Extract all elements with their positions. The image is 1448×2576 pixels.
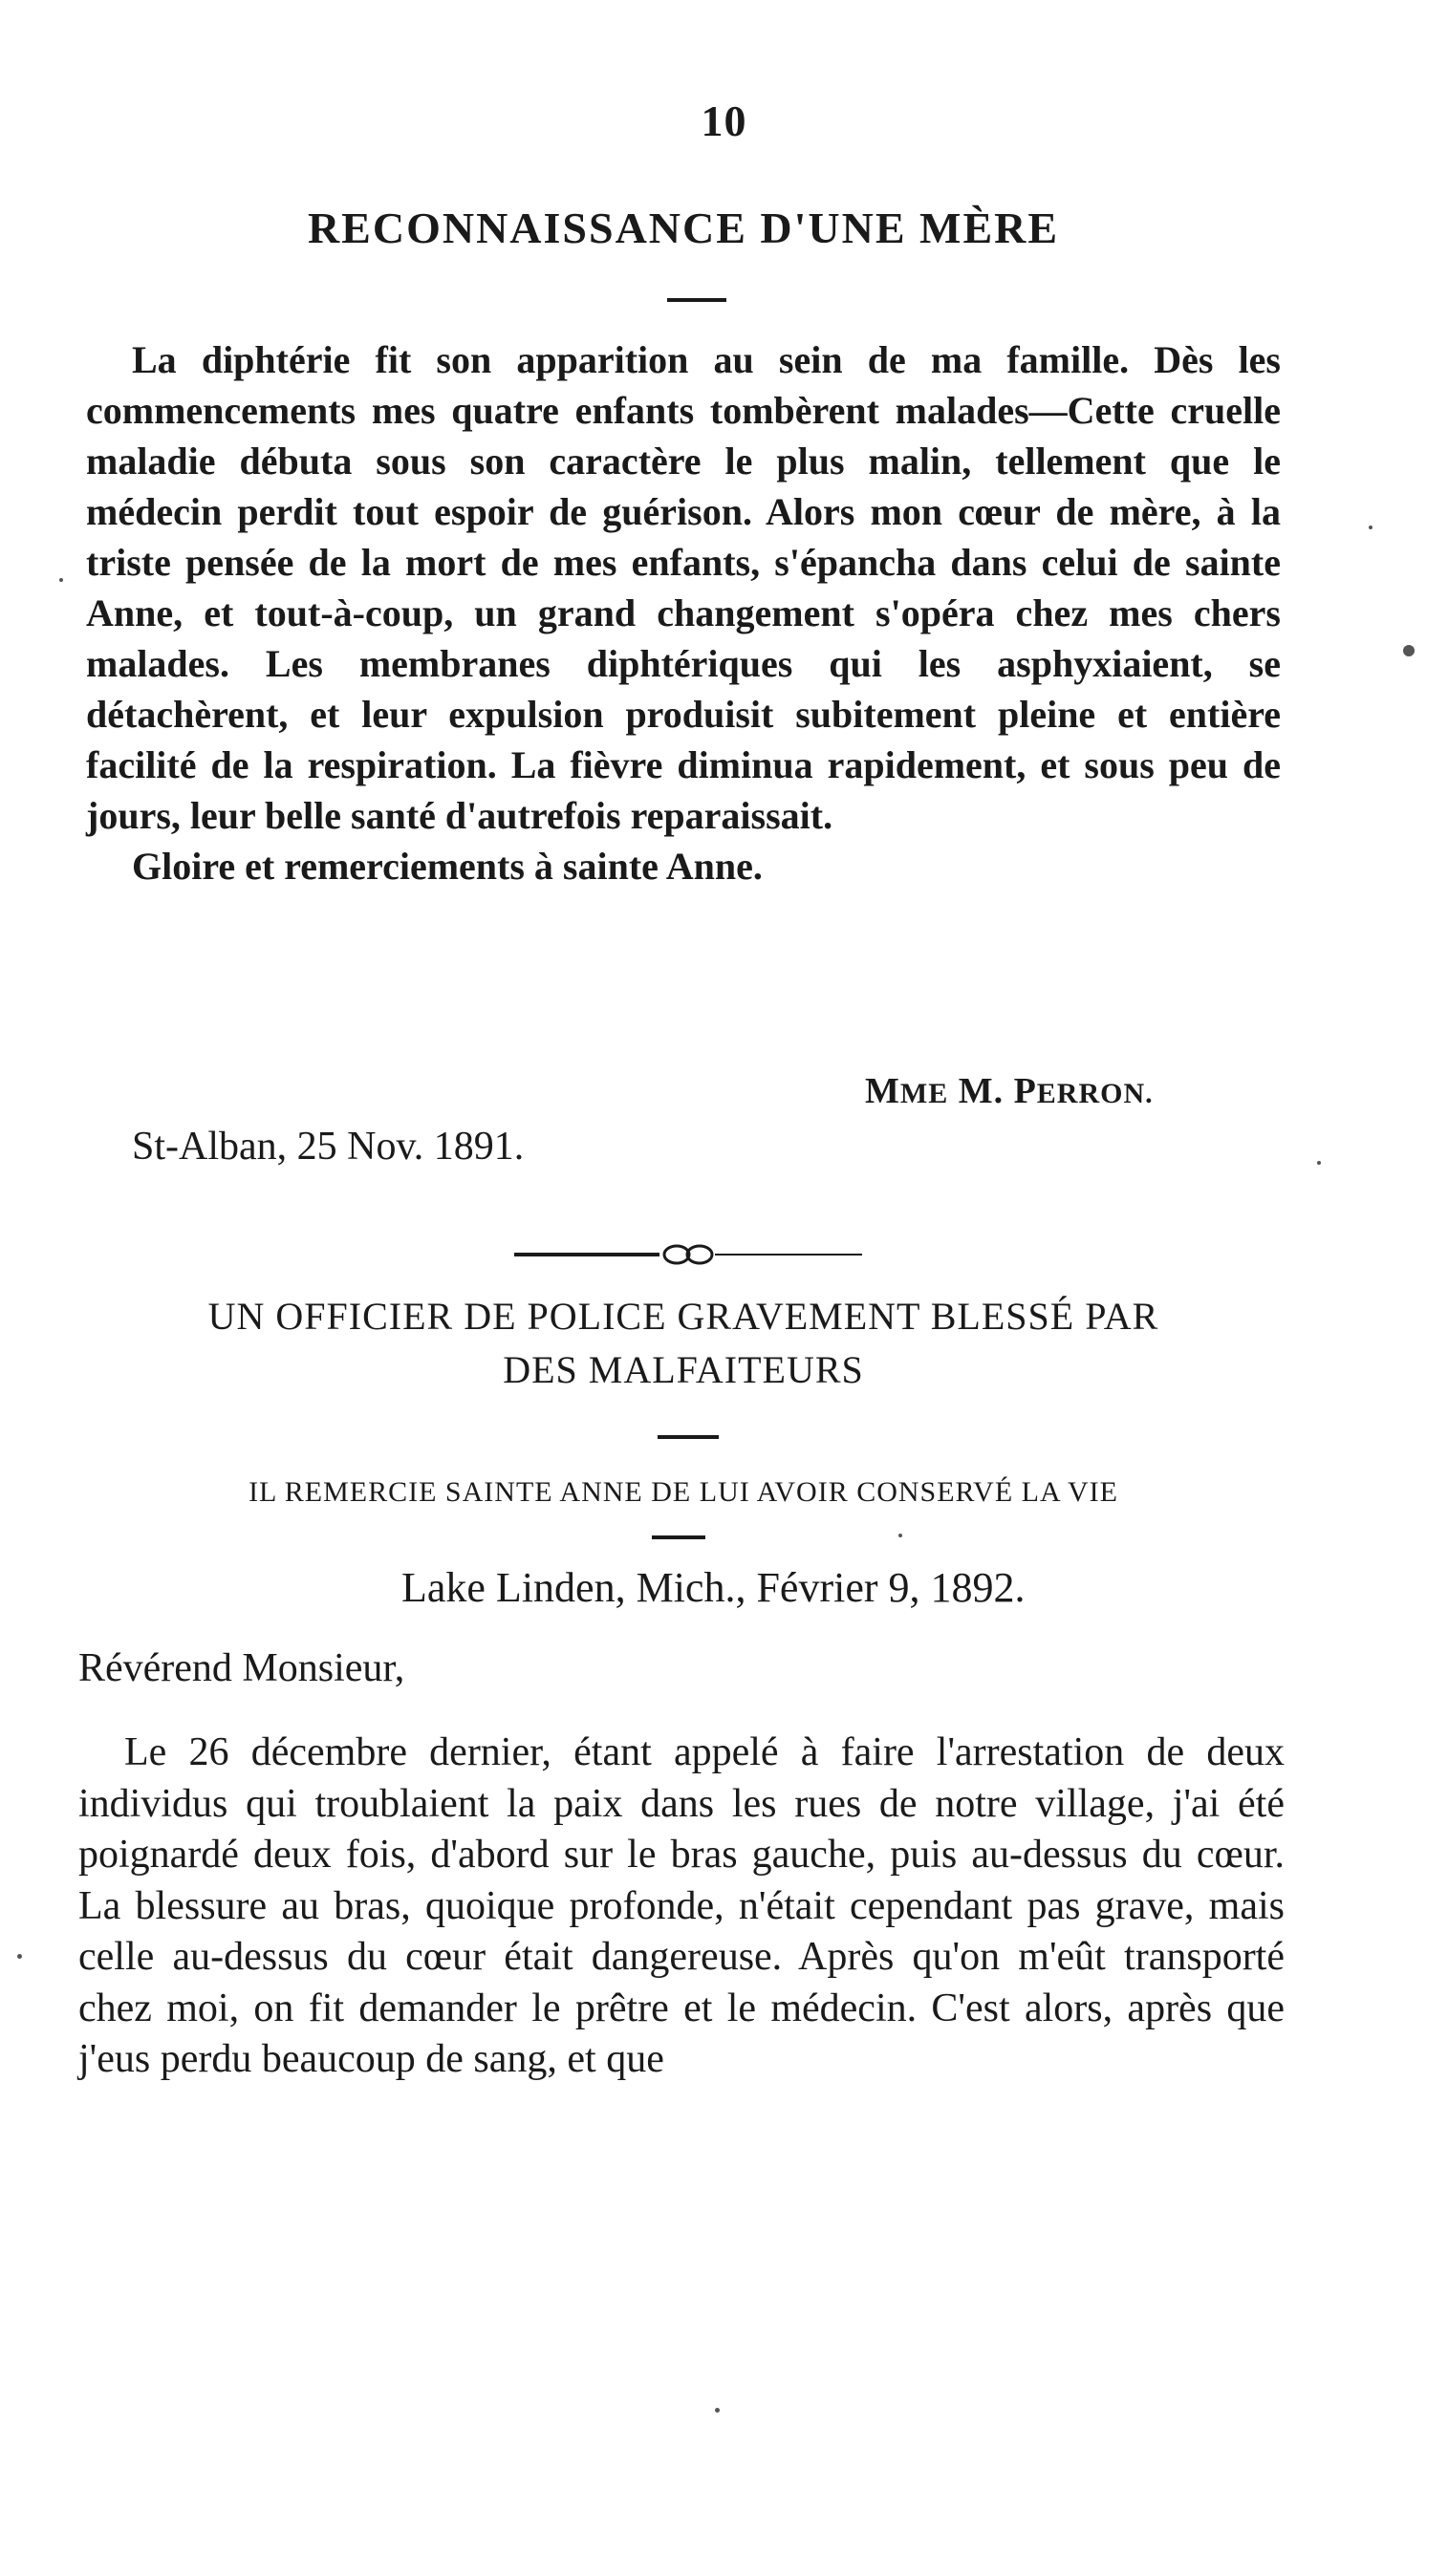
signature-initial: M bbox=[865, 1071, 900, 1111]
page-number: 10 bbox=[701, 97, 747, 145]
ink-speck bbox=[1369, 526, 1372, 529]
article1-body: La diphtérie fit son apparition au sein de ma famille. Dès les commencements mes quatre enfants tombèrent malades—Cette cruelle maladie débuta sous son caractère le plus malin, tellement que le médecin perdit tout espoir de guérison. Alors mon cœur de mère, à la triste pensée de la mort de mes enfants, s'épancha dans celui de sainte Anne, et tout-à-coup, un grand changement s'opéra chez mes chers malades. Les membranes diphtériques qui les asphyxiaient, se détachèrent, et leur expulsion produisit subitement pleine et entière facilité de la respiration. La fièvre diminua rapidement, et sous peu de jours, leur belle santé d'autrefois reparaissait. bbox=[86, 338, 1281, 837]
article2-text bbox=[78, 1728, 1285, 2086]
ink-speck bbox=[715, 2408, 720, 2413]
signature bbox=[865, 1070, 1154, 1112]
ink-speck bbox=[1317, 1161, 1321, 1165]
place-date: St-Alban, 25 Nov. 1891. bbox=[132, 1125, 525, 1169]
ink-speck bbox=[17, 1954, 22, 1959]
article2-title bbox=[76, 1290, 1290, 1397]
title-rule bbox=[667, 298, 726, 302]
signature-surname: ERRON. bbox=[1036, 1078, 1154, 1109]
title2-rule bbox=[658, 1435, 719, 1439]
article1-text bbox=[86, 334, 1281, 891]
article1-title: RECONNAISSANCE D'UNE MÈRE bbox=[307, 204, 1060, 252]
ink-speck bbox=[1403, 645, 1415, 656]
section-ornament bbox=[507, 1223, 870, 1280]
salutation: Révérend Monsieur, bbox=[78, 1646, 405, 1690]
ink-speck bbox=[898, 1534, 902, 1537]
subtitle-rule bbox=[652, 1535, 705, 1539]
article2-body: Le 26 décembre dernier, étant appelé à faire l'arrestation de deux individus qui troublaient la paix dans les rues de notre village, j'ai été poignardé deux fois, d'abord sur le bras gauche, puis au-dessus du cœur. La blessure au bras, quoique profonde, n'était cependant pas grave, mais celle au-dessus du cœur était dangereuse. Après qu'on m'eût transporté chez moi, on fit demander le prêtre et le médecin. C'est alors, après que j'eus perdu beaucoup de sang, et que bbox=[78, 1730, 1285, 2081]
article2-subtitle: IL REMERCIE SAINTE ANNE DE LUI AVOIR CONSERVÉ LA VIE bbox=[249, 1476, 1118, 1508]
signature-prefix: ME bbox=[899, 1078, 949, 1109]
signature-middle: M. P bbox=[948, 1071, 1037, 1111]
dateline: Lake Linden, Mich., Février 9, 1892. bbox=[401, 1564, 1026, 1611]
article2-title-line2: DES MALFAITEURS bbox=[503, 1348, 864, 1391]
article2-title-line1: UN OFFICIER DE POLICE GRAVEMENT BLESSÉ PAR bbox=[207, 1295, 1159, 1338]
ink-speck bbox=[59, 578, 63, 582]
article1-thanks: Gloire et remerciements à sainte Anne. bbox=[132, 845, 763, 888]
